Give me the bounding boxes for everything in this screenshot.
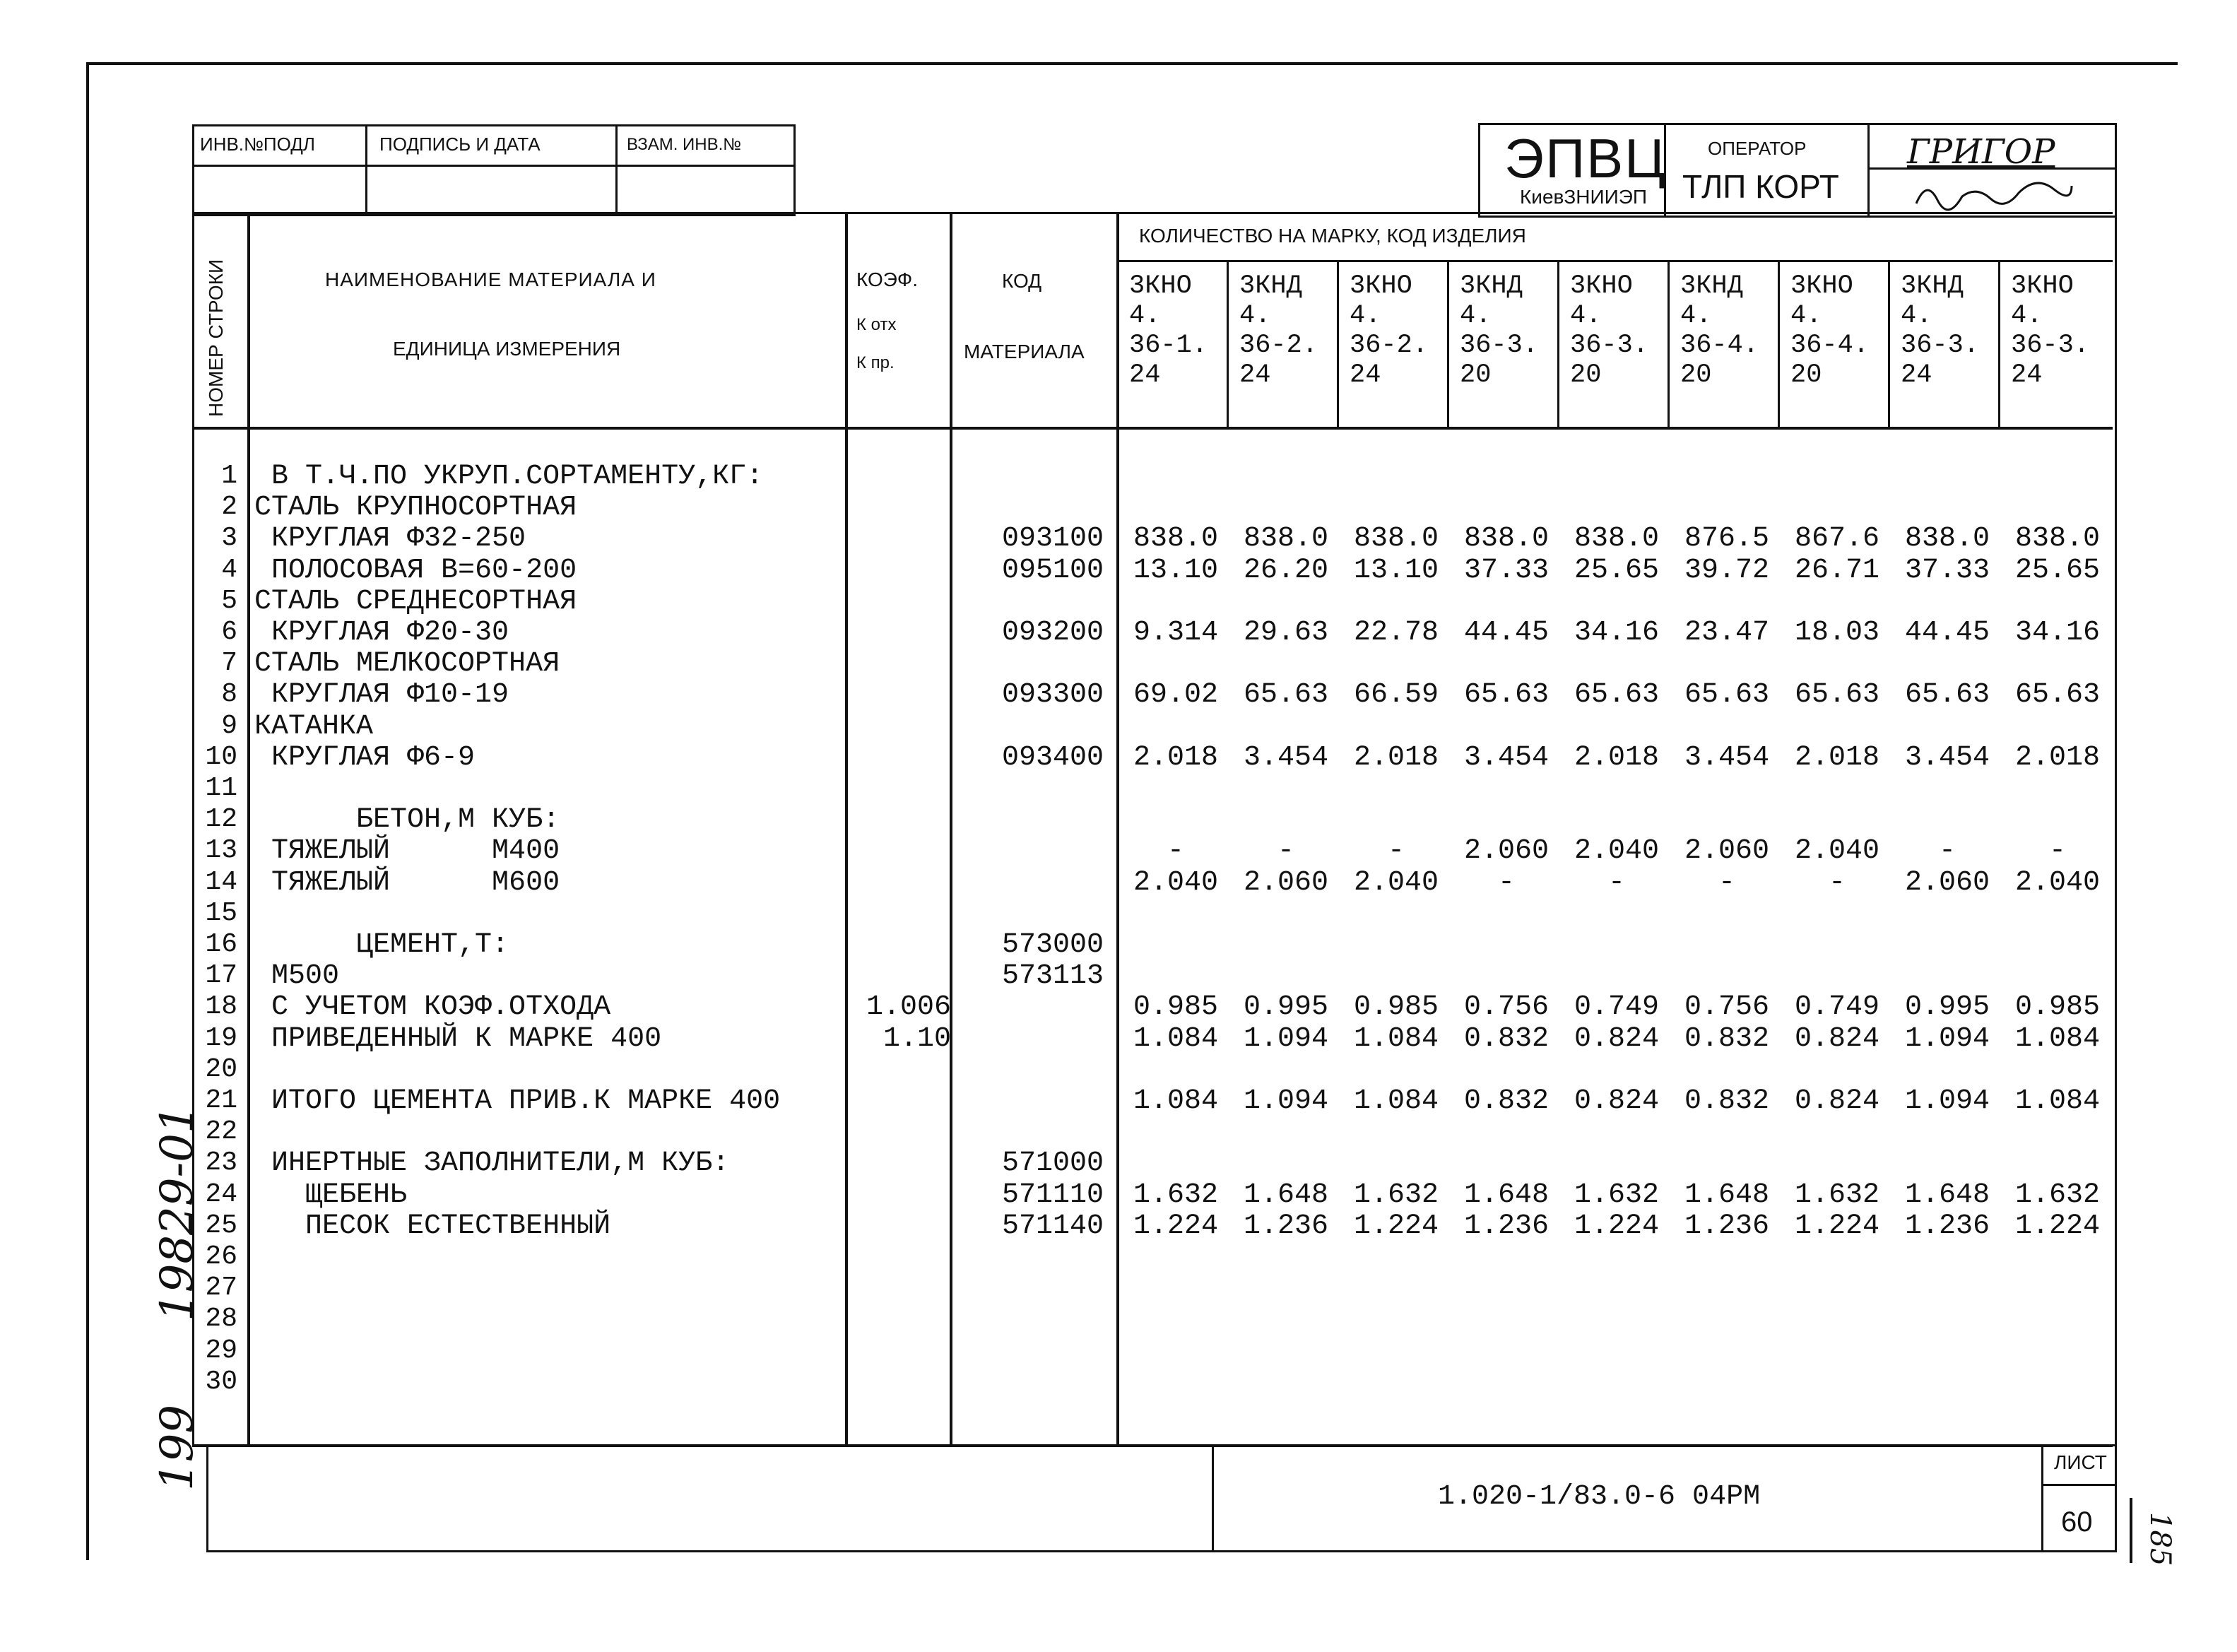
material-name: ИНЕРТНЫЕ ЗАПОЛНИТЕЛИ,М КУБ: [254, 1147, 730, 1180]
quantity-cell: 0.756 [1684, 991, 1770, 1024]
quantity-cell: 1.236 [1243, 1210, 1329, 1242]
code-header-line2: МАТЕРИАЛА [964, 341, 1085, 362]
quantity-cell: 1.094 [1243, 1085, 1329, 1117]
quantity-cell: 0.995 [1243, 991, 1329, 1024]
product-col-2: 3КНД 4. 36-2. 24 [1239, 271, 1318, 390]
material-name: ЩЕБЕНЬ [254, 1179, 408, 1211]
row-number: 27 [205, 1273, 237, 1304]
footer-box [206, 1444, 2117, 1552]
sheet-label: ЛИСТ [2054, 1451, 2107, 1473]
row-number: 13 [205, 835, 237, 866]
quantity-cell: 1.632 [2014, 1179, 2101, 1211]
row-number: 6 [221, 617, 237, 647]
quantity-cell: 3.454 [1463, 741, 1550, 774]
coef-header-line1: КОЭФ. [856, 269, 918, 290]
stamp-inv-podl: ИНВ.№ПОДЛ [200, 134, 315, 155]
quantity-cell: 22.78 [1353, 617, 1439, 649]
material-name: БЕТОН,М КУБ: [254, 804, 560, 837]
material-name: ПРИВЕДЕННЫЙ К МАРКЕ 400 [254, 1022, 662, 1055]
material-code: 093200 [1001, 617, 1104, 649]
quantity-cell: 2.060 [1243, 866, 1329, 899]
operator-value: ТЛП КОРТ [1682, 168, 1839, 205]
material-name: В Т.Ч.ПО УКРУП.СОРТАМЕНТУ,КГ: [254, 461, 764, 492]
quantity-cell: 2.040 [1353, 866, 1439, 899]
quantity-cell: 0.985 [2014, 991, 2101, 1024]
title-block [1478, 123, 2117, 218]
coef-header-line3: К пр. [856, 353, 895, 372]
row-number: 12 [205, 804, 237, 835]
quantity-cell: 838.0 [2014, 523, 2101, 555]
material-name: ИТОГО ЦЕМЕНТА ПРИВ.К МАРКЕ 400 [254, 1085, 781, 1117]
product-col-3: 3КНО 4. 36-2. 24 [1350, 271, 1429, 390]
doc-code: 1.020-1/83.0-6 04РМ [1438, 1481, 1761, 1513]
org-sub: КиевЗНИИЭП [1520, 186, 1648, 208]
quantity-cell: 1.648 [1243, 1179, 1329, 1211]
quantity-cell: 13.10 [1133, 554, 1219, 586]
quantity-cell: 26.71 [1794, 554, 1880, 586]
quantity-cell: 13.10 [1353, 554, 1439, 586]
quantity-cell: 1.236 [1463, 1210, 1550, 1242]
quantity-cell: 0.832 [1684, 1022, 1770, 1055]
quantity-cell: - [1938, 835, 1956, 868]
quantity-cell: 1.632 [1353, 1179, 1439, 1211]
quantity-cell: 2.060 [1463, 835, 1550, 868]
quantity-cell: 1.224 [1133, 1210, 1219, 1242]
product-col-4: 3КНД 4. 36-3. 20 [1460, 271, 1539, 390]
quantity-cell: 44.45 [1463, 617, 1550, 649]
operator-label: ОПЕРАТОР [1708, 138, 1807, 159]
quantity-cell: 65.63 [1684, 679, 1770, 712]
row-number: 10 [205, 741, 237, 772]
quantity-cell: 838.0 [1243, 523, 1329, 555]
quantity-cell: 65.63 [1463, 679, 1550, 712]
material-name: ПЕСОК ЕСТЕСТВЕННЫЙ [254, 1210, 611, 1242]
material-name: ПОЛОСОВАЯ В=60-200 [254, 554, 577, 586]
quantity-cell: 2.060 [1684, 835, 1770, 868]
quantity-cell: 0.824 [1794, 1085, 1880, 1117]
material-name: ТЯЖЕЛЫЙ М600 [254, 866, 560, 899]
row-number: 11 [205, 773, 237, 803]
quantity-cell: 0.824 [1574, 1022, 1660, 1055]
row-number: 28 [205, 1304, 237, 1335]
coef-header-line2: К отх [856, 315, 897, 334]
quantity-cell: 1.632 [1133, 1179, 1219, 1211]
quantity-cell: 34.16 [2014, 617, 2101, 649]
quantity-cell: 838.0 [1574, 523, 1660, 555]
quantity-cell: 2.018 [1133, 741, 1219, 774]
row-number: 18 [205, 991, 237, 1022]
quantity-cell: 1.084 [1133, 1022, 1219, 1055]
quantity-cell: 44.45 [1904, 617, 1990, 649]
quantity-cell: 1.632 [1574, 1179, 1660, 1211]
quantity-cell: 2.018 [1574, 741, 1660, 774]
frame-top [86, 62, 2178, 65]
quantity-cell: 0.756 [1463, 991, 1550, 1024]
quantity-cell: 34.16 [1574, 617, 1660, 649]
quantity-cell: 1.224 [2014, 1210, 2101, 1242]
quantity-cell: 0.749 [1794, 991, 1880, 1024]
row-number: 29 [205, 1335, 237, 1366]
row-number: 3 [221, 523, 237, 554]
row-number: 30 [205, 1366, 237, 1397]
quantity-cell: 1.236 [1904, 1210, 1990, 1242]
material-code: 573000 [1001, 929, 1104, 961]
row-number: 7 [221, 648, 237, 679]
quantity-cell: 18.03 [1794, 617, 1880, 649]
material-name: КРУГЛАЯ Ф10-19 [254, 679, 509, 712]
sheet-number: 60 [2061, 1506, 2093, 1538]
coefficient: 1.10 [883, 1022, 951, 1055]
row-number: 23 [205, 1147, 237, 1179]
quantity-cell: 2.040 [1133, 866, 1219, 899]
quantity-cell: 1.094 [1904, 1085, 1990, 1117]
quantity-cell: - [1718, 866, 1735, 899]
qty-header: КОЛИЧЕСТВО НА МАРКУ, КОД ИЗДЕЛИЯ [1139, 225, 1526, 247]
quantity-cell: 65.63 [1574, 679, 1660, 712]
row-number: 5 [221, 585, 237, 616]
quantity-cell: 1.084 [1353, 1022, 1439, 1055]
quantity-cell: 867.6 [1794, 523, 1880, 555]
quantity-cell: 1.648 [1684, 1179, 1770, 1211]
quantity-cell: 0.832 [1463, 1085, 1550, 1117]
quantity-cell: - [1277, 835, 1294, 868]
quantity-cell: 838.0 [1463, 523, 1550, 555]
quantity-cell: 1.224 [1574, 1210, 1660, 1242]
quantity-cell: 1.648 [1904, 1179, 1990, 1211]
org-main: ЭПВЦ [1504, 127, 1667, 189]
quantity-cell: 3.454 [1684, 741, 1770, 774]
quantity-cell: 1.224 [1794, 1210, 1880, 1242]
row-number: 26 [205, 1241, 237, 1272]
quantity-cell: 838.0 [1133, 523, 1219, 555]
page-mark: 199 [151, 1404, 203, 1491]
material-code: 095100 [1001, 554, 1104, 586]
row-number: 9 [221, 710, 237, 741]
quantity-cell: - [1387, 835, 1405, 868]
quantity-cell: 876.5 [1684, 523, 1770, 555]
quantity-cell: - [2048, 835, 2066, 868]
row-number: 19 [205, 1022, 237, 1054]
quantity-cell: 25.65 [2014, 554, 2101, 586]
stamp-signature-date: ПОДПИСЬ И ДАТА [379, 134, 541, 155]
row-number: 15 [205, 897, 237, 928]
quantity-cell: 1.084 [1353, 1085, 1439, 1117]
material-name: КРУГЛАЯ Ф20-30 [254, 617, 509, 649]
product-col-1: 3КНО 4. 36-1. 24 [1129, 271, 1208, 390]
quantity-cell: 9.314 [1133, 617, 1219, 649]
quantity-cell: - [1167, 835, 1184, 868]
quantity-cell: 838.0 [1904, 523, 1990, 555]
quantity-cell: 65.63 [1794, 679, 1880, 712]
material-code: 093400 [1001, 741, 1104, 774]
material-header-line1: НАИМЕНОВАНИЕ МАТЕРИАЛА И [325, 269, 656, 290]
quantity-cell: 1.084 [2014, 1022, 2101, 1055]
quantity-cell: 838.0 [1353, 523, 1439, 555]
material-name: КРУГЛАЯ Ф6-9 [254, 741, 476, 774]
quantity-cell: - [1828, 866, 1846, 899]
quantity-cell: 1.094 [1243, 1022, 1329, 1055]
quantity-cell: 2.018 [2014, 741, 2101, 774]
row-number: 24 [205, 1179, 237, 1210]
quantity-cell: 0.985 [1353, 991, 1439, 1024]
quantity-cell: 2.018 [1794, 741, 1880, 774]
quantity-cell: 1.084 [1133, 1085, 1219, 1117]
coefficient: 1.006 [866, 991, 951, 1024]
quantity-cell: 1.648 [1463, 1179, 1550, 1211]
quantity-cell: 0.832 [1463, 1022, 1550, 1055]
quantity-cell: 2.060 [1904, 866, 1990, 899]
product-col-5: 3КНО 4. 36-3. 20 [1570, 271, 1649, 390]
material-name: КАТАНКА [254, 710, 374, 743]
quantity-cell: 25.65 [1574, 554, 1660, 586]
material-code: 093300 [1001, 679, 1104, 712]
product-col-8: 3КНД 4. 36-3. 24 [1901, 271, 1980, 390]
row-number: 25 [205, 1210, 237, 1241]
material-code: 571110 [1001, 1179, 1104, 1211]
row-number: 1 [221, 461, 237, 491]
quantity-cell: 65.63 [1904, 679, 1990, 712]
material-name: СТАЛЬ МЕЛКОСОРТНАЯ [254, 648, 560, 680]
material-code: 573113 [1001, 960, 1104, 993]
quantity-cell: 2.040 [2014, 866, 2101, 899]
quantity-cell: - [1607, 866, 1625, 899]
quantity-cell: 0.995 [1904, 991, 1990, 1024]
row-number: 2 [221, 492, 237, 523]
code-header-line1: КОД [1002, 270, 1042, 292]
stamp-box [192, 124, 796, 216]
quantity-cell: 0.832 [1684, 1085, 1770, 1117]
product-col-9: 3КНО 4. 36-3. 24 [2011, 271, 2090, 390]
row-number: 22 [205, 1116, 237, 1147]
side-number: 185 [2144, 1512, 2176, 1567]
quantity-cell: 2.040 [1574, 835, 1660, 868]
material-name: ТЯЖЕЛЫЙ М400 [254, 835, 560, 868]
material-name: СТАЛЬ СРЕДНЕСОРТНАЯ [254, 585, 577, 618]
row-number: 4 [221, 554, 237, 585]
quantity-cell: 1.236 [1684, 1210, 1770, 1242]
quantity-cell: 2.040 [1794, 835, 1880, 868]
material-name: С УЧЕТОМ КОЭФ.ОТХОДА [254, 991, 611, 1024]
quantity-cell: 65.63 [2014, 679, 2101, 712]
quantity-cell: 1.224 [1353, 1210, 1439, 1242]
quantity-cell: 1.084 [2014, 1085, 2101, 1117]
row-number: 20 [205, 1054, 237, 1085]
quantity-cell: 3.454 [1904, 741, 1990, 774]
frame-left [86, 62, 89, 1560]
material-name: СТАЛЬ КРУПНОСОРТНАЯ [254, 492, 577, 524]
material-code: 571000 [1001, 1147, 1104, 1180]
quantity-cell: 2.018 [1353, 741, 1439, 774]
archive-number: 19829-01 [151, 1104, 203, 1321]
quantity-cell: 37.33 [1904, 554, 1990, 586]
quantity-cell: 3.454 [1243, 741, 1329, 774]
row-number: 17 [205, 960, 237, 991]
quantity-cell: 66.59 [1353, 679, 1439, 712]
row-number: 16 [205, 929, 237, 960]
quantity-cell: 23.47 [1684, 617, 1770, 649]
material-code: 571140 [1001, 1210, 1104, 1242]
row-number: 14 [205, 866, 237, 897]
quantity-cell: 39.72 [1684, 554, 1770, 586]
stamp-vzam-inv: ВЗАМ. ИНВ.№ [627, 135, 742, 154]
material-header-line2: ЕДИНИЦА ИЗМЕРЕНИЯ [393, 338, 621, 360]
row-number: 8 [221, 679, 237, 710]
material-name: М500 [254, 960, 340, 993]
quantity-cell: 65.63 [1243, 679, 1329, 712]
product-col-6: 3КНД 4. 36-4. 20 [1680, 271, 1759, 390]
quantity-cell: 0.824 [1574, 1085, 1660, 1117]
row-number-header: НОМЕР СТРОКИ [205, 259, 227, 417]
quantity-cell: 0.985 [1133, 991, 1219, 1024]
material-name: КРУГЛАЯ Ф32-250 [254, 523, 526, 555]
row-number: 21 [205, 1085, 237, 1116]
quantity-cell: 0.749 [1574, 991, 1660, 1024]
quantity-cell: 69.02 [1133, 679, 1219, 712]
quantity-cell: 0.824 [1794, 1022, 1880, 1055]
quantity-cell: 26.20 [1243, 554, 1329, 586]
quantity-cell: 1.094 [1904, 1022, 1990, 1055]
material-code: 093100 [1001, 523, 1104, 555]
side-tick [2130, 1498, 2132, 1563]
quantity-cell: - [1497, 866, 1515, 899]
operator-name: ГРИГОР [1907, 132, 2055, 172]
quantity-cell: 29.63 [1243, 617, 1329, 649]
quantity-cell: 37.33 [1463, 554, 1550, 586]
product-col-7: 3КНО 4. 36-4. 20 [1790, 271, 1870, 390]
quantity-cell: 1.632 [1794, 1179, 1880, 1211]
material-name: ЦЕМЕНТ,Т: [254, 929, 509, 961]
